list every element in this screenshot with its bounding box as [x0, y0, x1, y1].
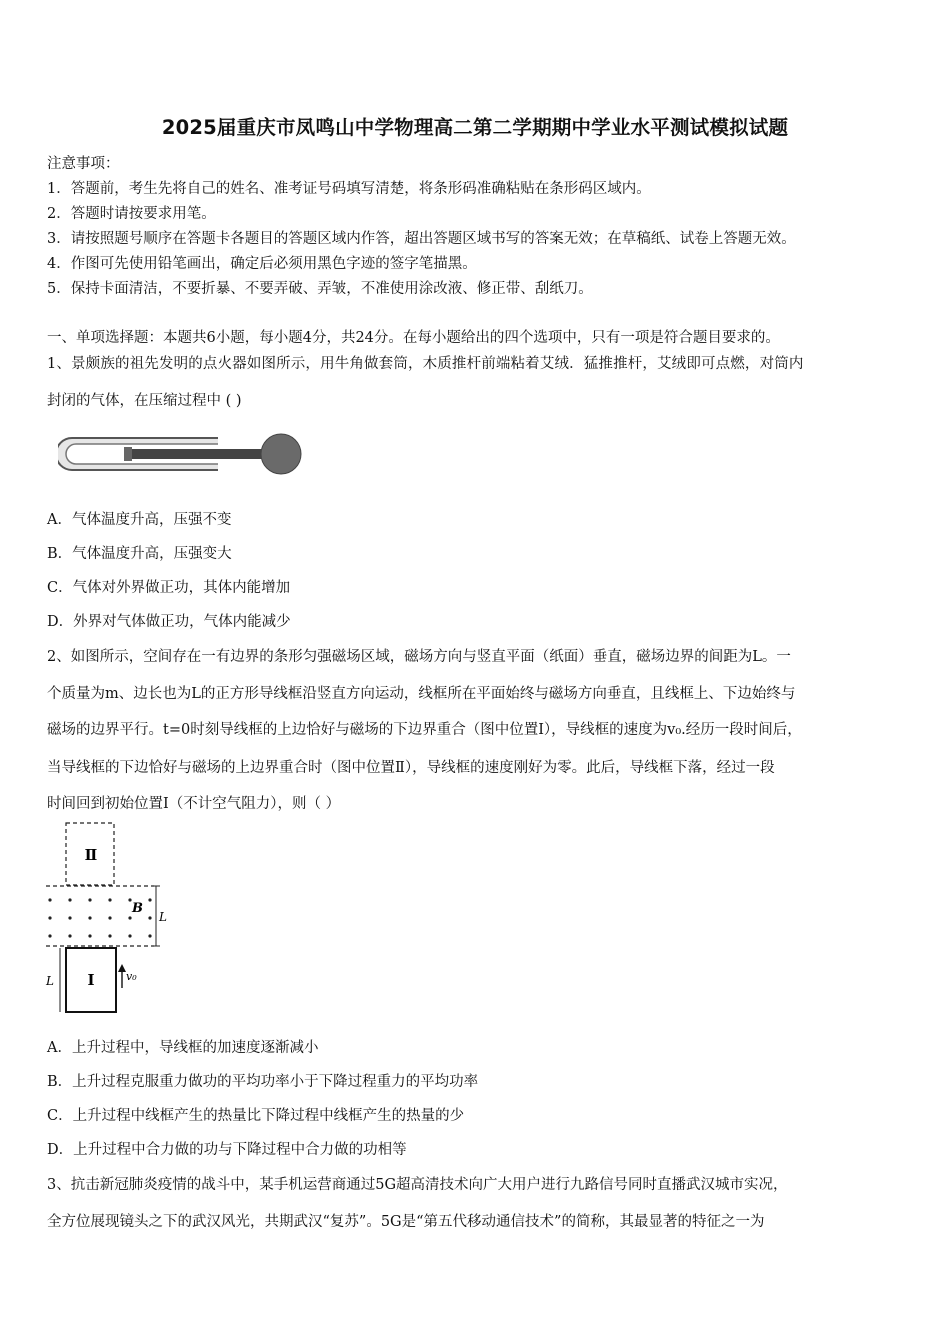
field-label-b: B — [132, 901, 143, 916]
q3-stem-line-2: 全方位展现镜头之下的武汉风光，共期武汉“复苏”。5G是“第五代移动通信技术”的简称，其最显著的特征之一为 — [47, 1214, 765, 1230]
rod-handle — [261, 434, 301, 474]
q2-stem-line-3: 磁场的边界平行。t=0时刻导线框的上边恰好与磁场的下边界重合（图中位置I），导线框的速度为v₀.经历一段时间后， — [47, 722, 802, 738]
velocity-label: v₀ — [126, 970, 137, 983]
q1-option-b: B．气体温度升高，压强变大 — [47, 546, 232, 562]
q2-stem-line-4: 当导线框的下边恰好与磁场的上边界重合时（图中位置Ⅱ），导线框的速度刚好为零。此后，导线框下落，经过一段 — [47, 760, 775, 776]
q2-stem-line-2: 个质量为m、边长也为L的正方形导线框沿竖直方向运动，线框所在平面始终与磁场方向垂直，且线框上、下边始终与 — [47, 686, 796, 702]
q1-stem-line-2: 封闭的气体，在压缩过程中 ( ) — [47, 393, 242, 409]
q2-option-d: D．上升过程中合力做的功与下降过程中合力做的功相等 — [47, 1142, 407, 1158]
label-position-1: I — [87, 971, 95, 989]
page-title: 2025届重庆市凤鸣山中学物理高二第二学期期中学业水平测试模拟试题 — [161, 116, 789, 139]
q2-stem-line-1: 2、如图所示，空间存在一有边界的条形匀强磁场区域，磁场方向与竖直平面（纸面）垂直，磁场边界的间距为L。一 — [47, 649, 791, 665]
notice-item-1: 1．答题前，考生先将自己的姓名、准考证号码填写清楚，将条形码准确粘贴在条形码区域内。 — [47, 181, 651, 197]
q2-option-a: A．上升过程中，导线框的加速度逐渐减小 — [47, 1040, 319, 1056]
fire-piston-figure — [58, 432, 306, 480]
q1-option-a: A．气体温度升高，压强不变 — [47, 512, 232, 528]
notice-item-3: 3．请按照题号顺序在答题卡各题目的答题区域内作答，超出答题区域书写的答案无效；在草稿纸、试卷上答题无效。 — [47, 231, 796, 247]
loop-height-label: L — [46, 974, 54, 988]
q2-option-c: C．上升过程中线框产生的热量比下降过程中线框产生的热量的少 — [47, 1108, 465, 1124]
field-width-label: L — [159, 910, 167, 924]
q1-stem-line-1: 1、景颇族的祖先发明的点火器如图所示，用牛角做套筒，木质推杆前端粘着艾绒．猛推推杆，艾绒即可点燃，对筒内 — [47, 356, 804, 372]
q2-option-b: B．上升过程克服重力做功的平均功率小于下降过程重力的平均功率 — [47, 1074, 479, 1090]
notice-item-4: 4．作图可先使用铅笔画出，确定后必须用黑色字迹的签字笔描黑。 — [47, 256, 477, 272]
q2-stem-line-5: 时间回到初始位置I（不计空气阻力），则（ ） — [47, 796, 341, 812]
magnetic-field-figure — [44, 820, 174, 1016]
q1-option-c: C．气体对外界做正功，其体内能增加 — [47, 580, 291, 596]
label-position-2: Ⅱ — [84, 846, 98, 864]
q3-stem-line-1: 3、抗击新冠肺炎疫情的战斗中，某手机运营商通过5G超高清技术向广大用户进行九路信号同时直播武汉城市实况， — [47, 1177, 788, 1193]
notice-item-5: 5．保持卡面清洁，不要折暴、不要弄破、弄皱，不准使用涂改液、修正带、刮纸刀。 — [47, 281, 593, 297]
section-heading: 一、单项选择题：本题共6小题，每小题4分，共24分。在每小题给出的四个选项中，只有一项是符合题目要求的。 — [47, 330, 780, 346]
q1-option-d: D．外界对气体做正功，气体内能减少 — [47, 614, 291, 630]
notice-item-2: 2．答题时请按要求用笔。 — [47, 206, 216, 222]
notice-heading: 注意事项： — [47, 156, 120, 172]
